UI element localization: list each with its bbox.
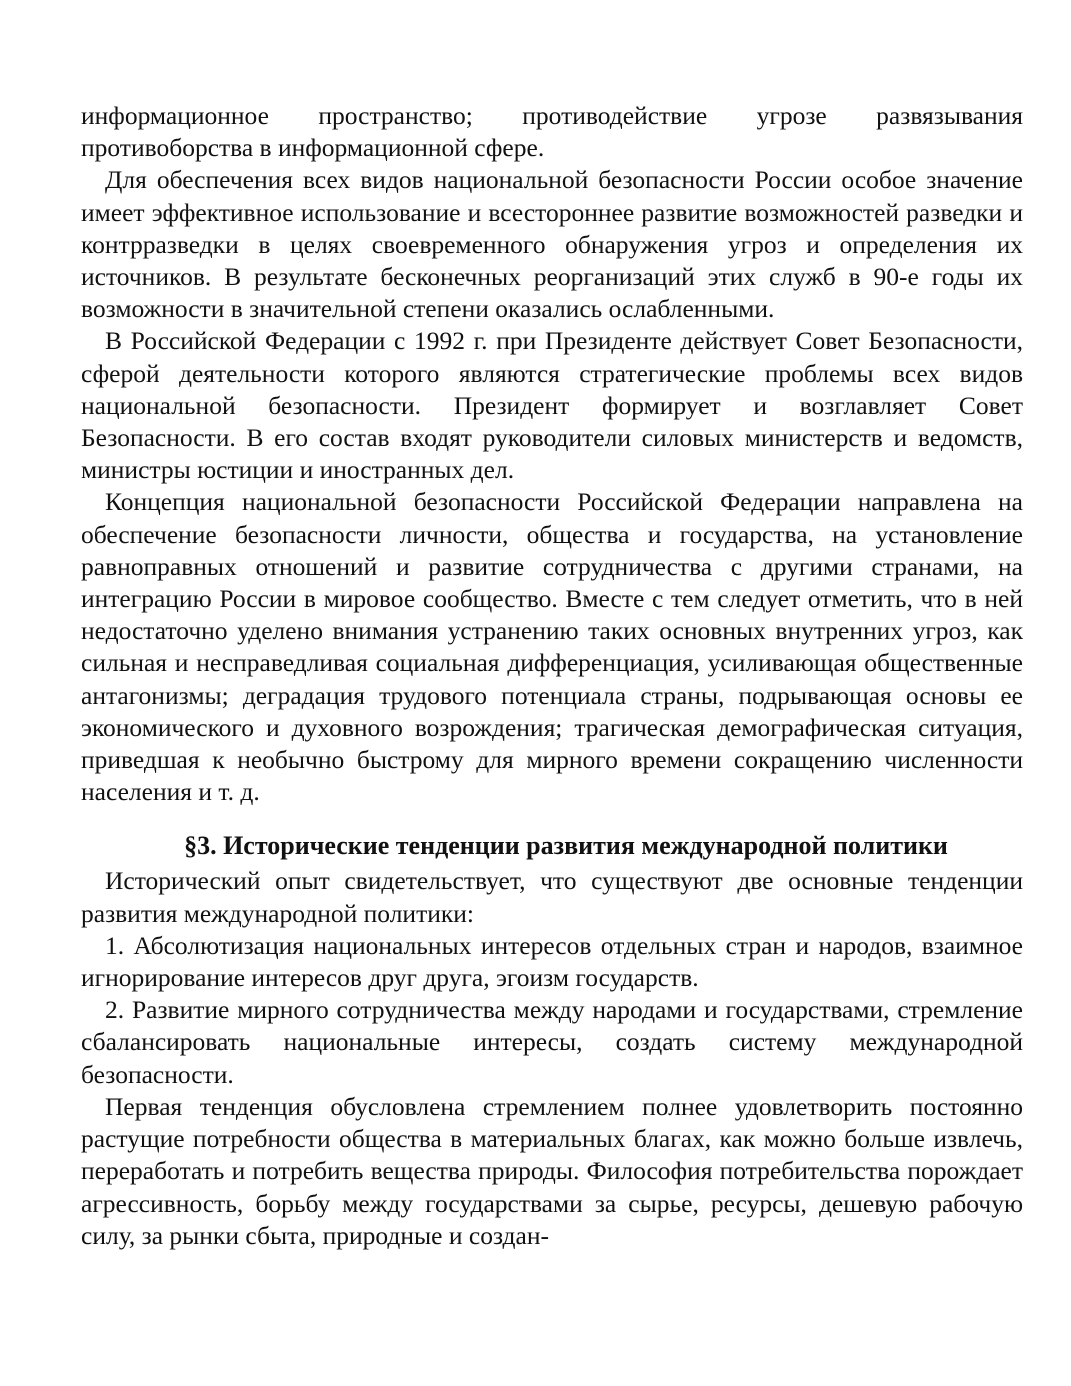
section-heading: §3. Исторические тенденции развития международной политики xyxy=(184,831,948,861)
paragraph-information-space: информационное пространство; противодействие угрозе развязывания противоборства в информационной сфере. xyxy=(81,101,1023,163)
document-page xyxy=(81,100,1023,1252)
paragraph-security-council: В Российской Федерации с 1992 г. при Президенте действует Совет Безопасности, сферой деятельности которого являются стратегические проблемы всех видов национальной безопасности. Президент формирует и возглавляет Совет Безопасности. В его состав входят руководители силовых министерств и ведомств, министры юстиции и иностранных дел. xyxy=(81,326,1023,485)
list-item-tendency-1: 1. Абсолютизация национальных интересов отдельных стран и народов, взаимное игнорирование интересов друг друга, эгоизм государств. xyxy=(81,930,1023,993)
paragraph-security-concept: Концепция национальной безопасности Российской Федерации направлена на обеспечение безопасности личности, общества и государства, на установление равноправных отношений и развитие сотрудничества с другими странами, на интеграцию России в мировое сообщество. Вместе с тем следует отметить, что в ней недостаточно уделено внимания устранению таких основных внутренних угроз, как сильная и несправедливая социальная дифференциация, усиливающая общественные антагонизмы; деградация трудового потенциала страны, подрывающая основы ее экономического и духовного возрождения; трагическая демографическая ситуация, приведшая к необычно быстрому для мирного времени сокращению численности населения и т. д. xyxy=(81,487,1023,807)
list-item-tendency-2: 2. Развитие мирного сотрудничества между народами и государствами, стремление сбалансировать национальные интересы, создать систему международной безопасности. xyxy=(81,995,1023,1089)
paragraph-intelligence: Для обеспечения всех видов национальной безопасности России особое значение имеет эффективное использование и всестороннее развитие возможностей разведки и контрразведки в целях своевременного обнаружения угроз и определения их источников. В результате бесконечных реорганизаций этих служб в 90-е годы их возможности в значительной степени оказались ослабленными. xyxy=(81,165,1023,324)
paragraph-historical-experience: Исторический опыт свидетельствует, что существуют две основные тенденции развития международной политики: xyxy=(81,866,1023,928)
paragraph-first-tendency: Первая тенденция обусловлена стремлением полнее удовлетворить постоянно растущие потребности общества в материальных благах, как можно больше извлечь, переработать и потребить вещества природы. Философия потребительства порождает агрессивность, борьбу между государствами за сырье, ресурсы, дешевую рабочую силу, за рынки сбыта, природные и создан- xyxy=(81,1091,1023,1250)
